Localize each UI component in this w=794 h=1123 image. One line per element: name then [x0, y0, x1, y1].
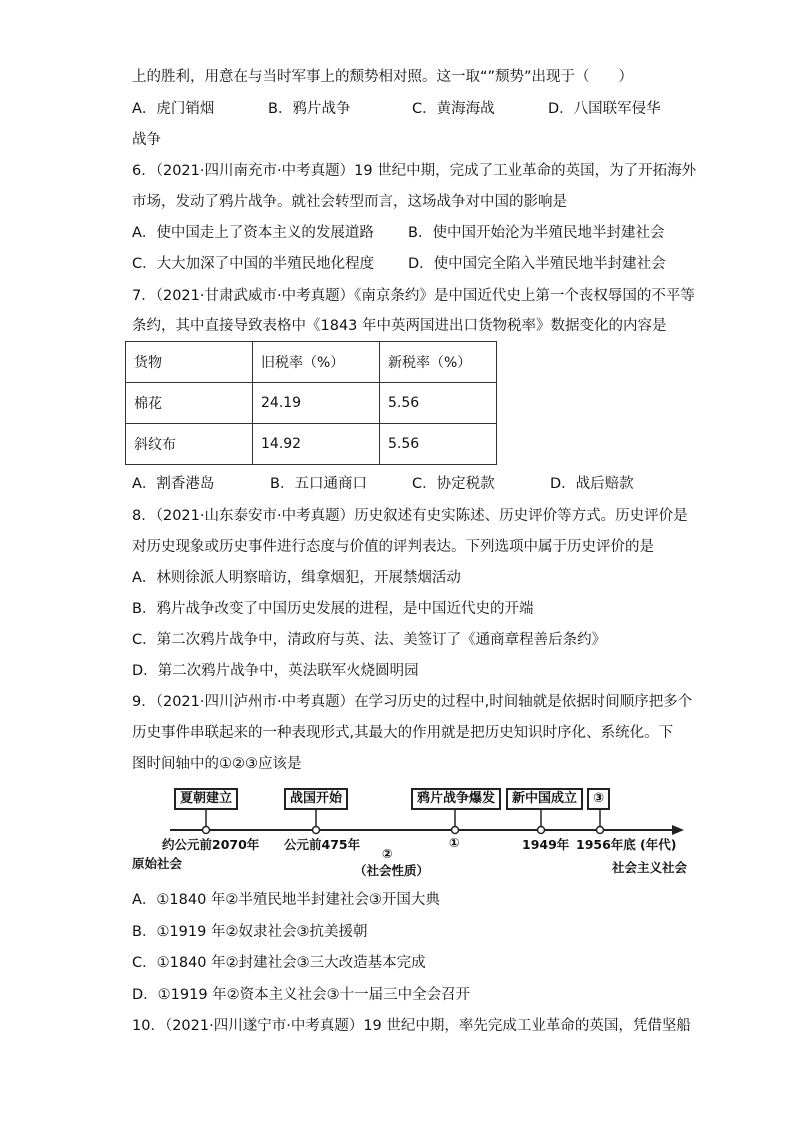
timeline-event-blank-3: ③ [587, 788, 610, 810]
q8-stem-2: 对历史现象或历史事件进行态度与价值的评判表达。下列选项中属于历史评价的是 [132, 539, 654, 555]
q9-option-a: A．①1840 年②半殖民地半封建社会③开国大典 [132, 892, 440, 908]
table-row [126, 383, 497, 424]
q5-option-b: B．鸦片战争 [268, 101, 351, 117]
timeline-date-1956: 1956年底 [576, 837, 636, 852]
q5-option-d: D．八国联军侵华 [548, 101, 661, 117]
timeline-figure [132, 782, 692, 878]
q7-stem-1: 7．（2021·甘肃武威市·中考真题）《南京条约》是中国近代史上第一个丧权辱国的不平等 [132, 288, 695, 304]
timeline-unit-label: (年代) [640, 837, 677, 852]
timeline-right-label: 社会主义社会 [612, 860, 688, 875]
q8-stem-1: 8．（2021·山东泰安市·中考真题）历史叙述有史实陈述、历史评价等方式。历史评价是 [132, 508, 688, 524]
timeline-event-opium-war: 鸦片战争爆发 [411, 788, 501, 810]
timeline-date-blank-1: ① [449, 835, 460, 850]
q7-stem-2: 条约，其中直接导致表格中《1843 年中英两国进出口货物税率》数据变化的内容是 [132, 318, 667, 334]
table-header-cell: 旧税率（%） [253, 342, 380, 383]
table-cell: 14.92 [253, 424, 380, 465]
table-cell: 5.56 [380, 383, 497, 424]
table-header-cell: 新税率（%） [380, 342, 497, 383]
timeline-date-475bc: 公元前475年 [284, 837, 361, 852]
q9-option-c: C．①1840 年②封建社会③三大改造基本完成 [132, 955, 426, 971]
timeline-event-prc: 新中国成立 [506, 788, 583, 810]
timeline-event-xia: 夏朝建立 [174, 788, 238, 810]
q7-option-c: C．协定税款 [412, 476, 495, 492]
q6-option-d: D．使中国完全陷入半殖民地半封建社会 [408, 256, 666, 272]
q8-option-a: A．林则徐派人明察暗访，缉拿烟犯，开展禁烟活动 [132, 570, 461, 586]
table-cell: 斜纹布 [126, 424, 253, 465]
q9-option-d: D．①1919 年②资本主义社会③十一届三中全会召开 [132, 987, 471, 1003]
tax-rate-table [125, 341, 497, 465]
q9-stem-1: 9．（2021·四川泸州市·中考真题）在学习历史的过程中,时间轴就是依据时间顺序把多个 [132, 694, 693, 710]
table-cell: 24.19 [253, 383, 380, 424]
q8-option-b: B．鸦片战争改变了中国历史发展的进程，是中国近代史的开端 [132, 601, 534, 617]
q6-option-b: B．使中国开始沦为半殖民地半封建社会 [408, 225, 665, 241]
timeline-date-2070bc: 约公元前2070年 [162, 837, 260, 852]
line-1: 上的胜利，用意在与当时军事上的颓势相对照。这一取“”颓势”出现于（ ） [132, 69, 634, 85]
timeline-middle-label: ② [382, 846, 393, 861]
q6-option-a: A．使中国走上了资本主义的发展道路 [132, 225, 374, 241]
table-cell: 棉花 [126, 383, 253, 424]
table-header-cell: 货物 [126, 342, 253, 383]
q7-option-a: A．割香港岛 [132, 476, 215, 492]
q5-option-c: C．黄海海战 [412, 101, 495, 117]
q9-stem-3: 图时间轴中的①②③应该是 [132, 756, 302, 772]
timeline-date-1949: 1949年 [522, 837, 570, 852]
table-cell: 5.56 [380, 424, 497, 465]
table-header-row [126, 342, 497, 383]
timeline-middle-sub: （社会性质） [354, 863, 430, 878]
q7-option-b: B．五口通商口 [270, 476, 367, 492]
timeline-event-warring-states: 战国开始 [284, 788, 348, 810]
q8-option-c: C．第二次鸦片战争中，清政府与英、法、美签订了《通商章程善后条约》 [132, 632, 607, 648]
q5-option-d-cont: 战争 [132, 132, 161, 148]
table-row [126, 424, 497, 465]
q10-stem-1: 10．（2021·四川遂宁市·中考真题）19 世纪中期，率先完成工业革命的英国，凭借坚船 [132, 1018, 691, 1034]
q6-stem-2: 市场，发动了鸦片战争。就社会转型而言，这场战争对中国的影响是 [132, 194, 567, 210]
timeline-left-label: 原始社会 [132, 856, 183, 871]
q9-option-b: B．①1919 年②奴隶社会③抗美援朝 [132, 924, 368, 940]
q9-stem-2: 历史事件串联起来的一种表现形式,其最大的作用就是把历史知识时序化、系统化。下 [132, 725, 674, 741]
q7-option-d: D．战后赔款 [550, 476, 634, 492]
q8-option-d: D．第二次鸦片战争中，英法联军火烧圆明园 [132, 663, 419, 679]
q6-stem-1: 6．（2021·四川南充市·中考真题）19 世纪中期，完成了工业革命的英国，为了开拓海外 [132, 163, 697, 179]
q5-option-a: A．虎门销烟 [132, 101, 215, 117]
q6-option-c: C．大大加深了中国的半殖民地化程度 [132, 256, 375, 272]
